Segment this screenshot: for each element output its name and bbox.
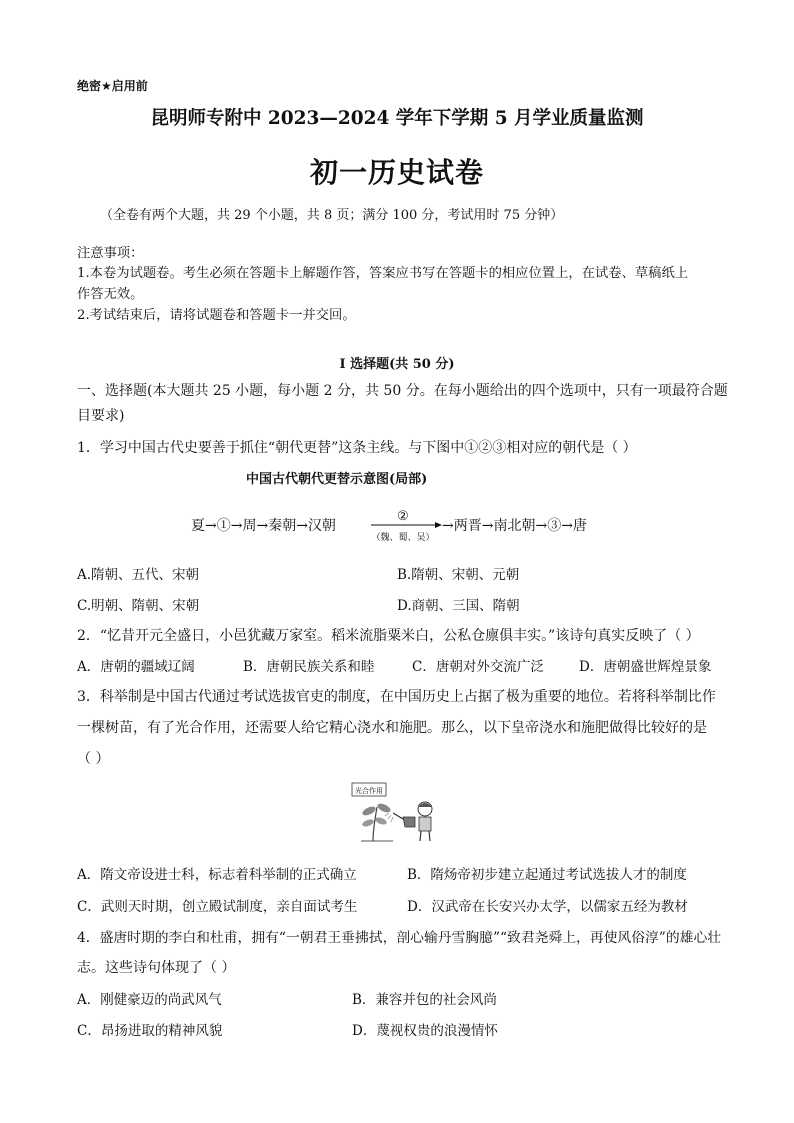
- q1-option-d: D.商朝、三国、隋朝: [397, 598, 520, 614]
- q4-option-a: A．刚健豪迈的尚武风气: [77, 992, 222, 1008]
- subject-title: 初一历史试卷: [309, 156, 484, 189]
- question-4-stem: 4．盛唐时期的李白和杜甫，拥有“一朝君王垂拂拭，剖心输丹雪胸臆”“致君尧舜上，再使风俗淳”的雄心壮: [77, 930, 722, 946]
- question-3-stem-cont: 一棵树苗，有了光合作用，还需要人给它精心浇水和施肥。那么，以下皇帝浇水和施肥做得比较好的是: [77, 720, 707, 736]
- confidential-mark: 绝密★启用前: [77, 79, 148, 93]
- note-item-2: 2.考试结束后，请将试题卷和答题卡一并交回。: [77, 308, 356, 323]
- q2-option-d: D．唐朝盛世辉煌景象: [579, 659, 712, 675]
- section-instruction: 一、选择题(本大题共 25 小题，每小题 2 分，共 50 分。在每小题给出的四个选项中，只有一项最符合题: [77, 383, 728, 399]
- notes-heading: 注意事项：: [77, 246, 144, 261]
- q3-option-d: D．汉武帝在长安兴办太学，以儒家五经为教材: [407, 899, 688, 915]
- watering-can-icon: [403, 817, 415, 827]
- q3-option-c: C．武则天时期，创立殿试制度，亲自面试考生: [77, 899, 358, 915]
- q1-option-b: B.隋朝、宋朝、元朝: [397, 567, 520, 583]
- timeline-segment-2: →两晋→南北朝→③→唐: [442, 518, 587, 534]
- note-item-1-cont: 作答无效。: [77, 287, 144, 302]
- q3-option-b: B．隋炀帝初步建立起通过考试选拔人才的制度: [407, 867, 687, 883]
- dynasty-diagram-title: 中国古代朝代更替示意图(局部): [246, 472, 428, 487]
- exam-school-title: 昆明师专附中 2023—2024 学年下学期 5 月学业质量监测: [150, 108, 644, 129]
- dynasty-timeline: [185, 500, 615, 550]
- leaf-icon: [361, 818, 374, 828]
- question-3-stem-blank: （ ）: [77, 751, 110, 767]
- q2-option-c: C．唐朝对外交流广泛: [412, 659, 544, 675]
- leaf-icon: [374, 816, 387, 826]
- timeline-segment-1: 夏→①→周→秦朝→汉朝: [191, 518, 336, 534]
- q2-option-b: B．唐朝民族关系和睦: [243, 659, 375, 675]
- figure-label: 光合作用: [355, 787, 383, 795]
- timeline-mark-2: ②: [397, 509, 409, 524]
- question-1-stem: 1．学习中国古代史要善于抓住“朝代更替”这条主线。与下图中①②③相对应的朝代是（ ）: [77, 440, 637, 456]
- question-4-stem-cont: 志。这些诗句体现了（ ）: [77, 960, 236, 976]
- leaf-icon: [361, 805, 377, 817]
- section-title: Ⅰ 选择题(共 50 分): [339, 357, 455, 372]
- q1-option-a: A.隋朝、五代、宋朝: [77, 567, 200, 583]
- child-body: [419, 817, 431, 831]
- note-item-1: 1.本卷为试题卷。考生必须在答题卡上解题作答，答案应书写在答题卡的相应位置上，在试卷、草稿纸上: [77, 266, 689, 281]
- child-leg: [429, 831, 430, 841]
- q4-option-c: C．昂扬进取的精神风貌: [77, 1023, 223, 1039]
- section-instruction-cont: 目要求): [77, 408, 125, 424]
- seedling-watering-picture: [351, 781, 443, 843]
- watering-can-spout: [393, 813, 403, 819]
- leaf-icon: [376, 802, 392, 814]
- child-leg: [420, 831, 421, 841]
- q3-option-a: A．隋文帝设进士科，标志着科举制的正式确立: [77, 867, 357, 883]
- exam-info: （全卷有两个大题，共 29 个小题，共 8 页；满分 100 分，考试用时 75 分钟）: [100, 208, 564, 223]
- photosynthesis-illustration: [351, 781, 443, 843]
- dynasty-timeline-graphic: [185, 500, 615, 550]
- question-3-stem: 3．科举制是中国古代通过考试选拔官吏的制度，在中国历史上占据了极为重要的地位。若将科举制比作: [77, 689, 716, 705]
- q1-option-c: C.明朝、隋朝、宋朝: [77, 598, 200, 614]
- q4-option-b: B．兼容并包的社会风尚: [352, 992, 497, 1008]
- water-drops: [385, 813, 393, 822]
- question-2-stem: 2．“忆昔开元全盛日，小邑犹藏万家室。稻米流脂粟米白，公私仓廪俱丰实。”该诗句真实反映了（ ）: [77, 628, 700, 644]
- q4-option-d: D．蔑视权贵的浪漫情怀: [352, 1023, 498, 1039]
- timeline-three-kingdoms: （魏、蜀、吴）: [371, 533, 435, 543]
- timeline-arrow-head: [435, 522, 442, 528]
- q2-option-a: A．唐朝的疆域辽阔: [77, 659, 195, 675]
